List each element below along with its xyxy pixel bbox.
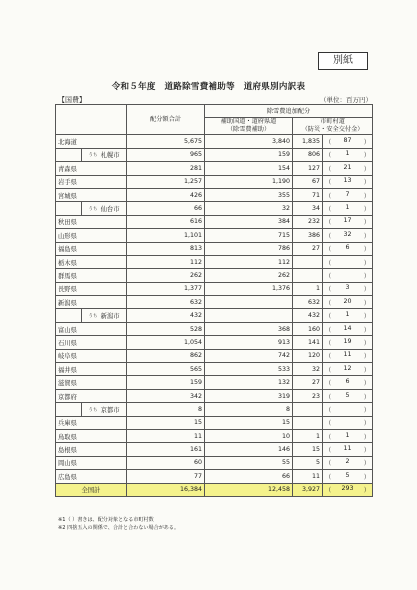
- municipality-count: （ 11 ）: [323, 443, 373, 456]
- town-amount: 127: [293, 162, 323, 175]
- footnotes: [58, 516, 179, 532]
- municipality-count: （ 20 ）: [323, 296, 373, 309]
- total-amount: 159: [127, 376, 205, 389]
- municipality-count: （ ）: [323, 269, 373, 282]
- category-label: 【国費】: [58, 96, 86, 104]
- municipality-count: （ ）: [323, 403, 373, 416]
- town-amount: 27: [293, 376, 323, 389]
- footnote-1: ※1（ ）書きは、配分対象となる市町村数: [58, 517, 154, 523]
- table-row: [56, 376, 373, 389]
- town-amount: [293, 416, 323, 429]
- hojo-amount: 715: [205, 229, 293, 242]
- total-amount: 66: [127, 202, 205, 215]
- total-amount: 281: [127, 162, 205, 175]
- table-row: [56, 229, 373, 242]
- attachment-badge: 別紙: [318, 52, 368, 70]
- town-amount: 32: [293, 363, 323, 376]
- town-amount: 23: [293, 389, 323, 402]
- table-row: [56, 363, 373, 376]
- hojo-amount: 913: [205, 336, 293, 349]
- town-amount: 806: [293, 148, 323, 161]
- table-row: [56, 309, 373, 322]
- prefecture-name: 山形県: [56, 229, 127, 242]
- hojo-amount: 3,840: [205, 135, 293, 148]
- table-row: [56, 403, 373, 416]
- town-amount: 1,835: [293, 135, 323, 148]
- hojo-amount: [205, 296, 293, 309]
- table-row: [56, 175, 373, 188]
- town-amount: 1: [293, 282, 323, 295]
- table-row: [56, 282, 373, 295]
- municipality-count: （ 21 ）: [323, 162, 373, 175]
- total-amount: 528: [127, 322, 205, 335]
- hojo-amount: 1,376: [205, 282, 293, 295]
- table-row: [56, 202, 373, 215]
- table-row: [56, 389, 373, 402]
- hojo-amount: 368: [205, 322, 293, 335]
- total-amount: 11: [127, 429, 205, 442]
- hojo-amount: 742: [205, 349, 293, 362]
- prefecture-name: 北海道: [56, 135, 127, 148]
- hojo-amount: 159: [205, 148, 293, 161]
- table-row: [56, 456, 373, 469]
- prefecture-name: 福井県: [56, 363, 127, 376]
- hojo-amount: [205, 309, 293, 322]
- total-amount: 616: [127, 215, 205, 228]
- total-amount: 15: [127, 416, 205, 429]
- municipality-count: （ 13 ）: [323, 175, 373, 188]
- prefecture-name: 秋田県: [56, 215, 127, 228]
- municipality-count: （ 1 ）: [323, 309, 373, 322]
- header-town: 市町村道 （防災・安全交付金）: [293, 118, 373, 135]
- total-amount: 77: [127, 470, 205, 483]
- town-amount: 27: [293, 242, 323, 255]
- municipality-count: （ 5 ）: [323, 470, 373, 483]
- total-amount: 862: [127, 349, 205, 362]
- municipality-count: （ 5 ）: [323, 389, 373, 402]
- prefecture-name: 岡山県: [56, 456, 127, 469]
- municipality-count: （ 17 ）: [323, 215, 373, 228]
- header-hojo: 補助国道・道府県道 （除雪費補助）: [205, 118, 293, 135]
- town-amount: 15: [293, 443, 323, 456]
- town-amount: [293, 255, 323, 268]
- town-amount: 3,927: [293, 483, 323, 496]
- total-amount: 965: [127, 148, 205, 161]
- municipality-count: （ 6 ）: [323, 242, 373, 255]
- prefecture-name: 岩手県: [56, 175, 127, 188]
- hojo-amount: 319: [205, 389, 293, 402]
- page-title: 令和５年度 道路除雪費補助等 道府県別内訳表: [111, 82, 306, 92]
- prefecture-name: 新潟県: [56, 296, 127, 309]
- town-amount: 1: [293, 429, 323, 442]
- prefecture-name: 群馬県: [56, 269, 127, 282]
- prefecture-name: 青森県: [56, 162, 127, 175]
- total-amount: 60: [127, 456, 205, 469]
- hojo-amount: 15: [205, 416, 293, 429]
- table-row: [56, 416, 373, 429]
- total-amount: 262: [127, 269, 205, 282]
- municipality-count: （ 1 ）: [323, 148, 373, 161]
- table-row: [56, 269, 373, 282]
- hojo-amount: 154: [205, 162, 293, 175]
- hojo-amount: 112: [205, 255, 293, 268]
- unit-label: （単位：百万円）: [320, 96, 372, 104]
- town-amount: 432: [293, 309, 323, 322]
- total-amount: 16,384: [127, 483, 205, 496]
- city-name: うち 仙台市: [82, 202, 127, 215]
- city-name: うち 京都市: [82, 403, 127, 416]
- hojo-amount: 12,458: [205, 483, 293, 496]
- prefecture-name: 滋賀県: [56, 376, 127, 389]
- municipality-count: （ 1 ）: [323, 202, 373, 215]
- total-label: 全国計: [56, 483, 127, 496]
- town-amount: [293, 403, 323, 416]
- municipality-count: （ 11 ）: [323, 349, 373, 362]
- municipality-count: （ 87 ）: [323, 135, 373, 148]
- municipality-count: （ 12 ）: [323, 363, 373, 376]
- header-group: 除雪費追加配分: [205, 105, 373, 118]
- hojo-amount: 55: [205, 456, 293, 469]
- hojo-amount: 10: [205, 429, 293, 442]
- total-amount: 1,101: [127, 229, 205, 242]
- allocation-table: [55, 104, 373, 497]
- table-row: [56, 215, 373, 228]
- town-amount: 67: [293, 175, 323, 188]
- hojo-amount: 132: [205, 376, 293, 389]
- total-amount: 426: [127, 188, 205, 201]
- municipality-count: （ 32 ）: [323, 229, 373, 242]
- hojo-amount: 8: [205, 403, 293, 416]
- hojo-amount: 384: [205, 215, 293, 228]
- total-amount: 161: [127, 443, 205, 456]
- table-row: [56, 322, 373, 335]
- prefecture-name: 福島県: [56, 242, 127, 255]
- table-row: [56, 429, 373, 442]
- hojo-amount: 533: [205, 363, 293, 376]
- municipality-count: （ 293 ）: [323, 483, 373, 496]
- town-amount: 11: [293, 470, 323, 483]
- town-amount: 160: [293, 322, 323, 335]
- town-amount: 5: [293, 456, 323, 469]
- table-row: [56, 162, 373, 175]
- town-amount: [293, 269, 323, 282]
- total-amount: 1,377: [127, 282, 205, 295]
- town-amount: 386: [293, 229, 323, 242]
- table-row: [56, 148, 373, 161]
- town-amount: 34: [293, 202, 323, 215]
- prefecture-name: 宮城県: [56, 188, 127, 201]
- hojo-amount: 1,190: [205, 175, 293, 188]
- municipality-count: （ 2 ）: [323, 456, 373, 469]
- prefecture-name: 鳥取県: [56, 429, 127, 442]
- table-row: [56, 242, 373, 255]
- hojo-amount: 786: [205, 242, 293, 255]
- total-amount: 632: [127, 296, 205, 309]
- municipality-count: （ ）: [323, 255, 373, 268]
- city-name: うち 新潟市: [82, 309, 127, 322]
- table-row: [56, 135, 373, 148]
- total-amount: 565: [127, 363, 205, 376]
- prefecture-name: 島根県: [56, 443, 127, 456]
- prefecture-name: 広島県: [56, 470, 127, 483]
- total-amount: 432: [127, 309, 205, 322]
- total-amount: 8: [127, 403, 205, 416]
- municipality-count: （ 14 ）: [323, 322, 373, 335]
- hojo-amount: 66: [205, 470, 293, 483]
- total-amount: 112: [127, 255, 205, 268]
- prefecture-name: 富山県: [56, 322, 127, 335]
- municipality-count: （ 19 ）: [323, 336, 373, 349]
- municipality-count: （ 7 ）: [323, 188, 373, 201]
- total-amount: 813: [127, 242, 205, 255]
- total-amount: 1,054: [127, 336, 205, 349]
- prefecture-name: 兵庫県: [56, 416, 127, 429]
- hojo-amount: 262: [205, 269, 293, 282]
- table-row: [56, 188, 373, 201]
- table-row: [56, 336, 373, 349]
- town-amount: 120: [293, 349, 323, 362]
- total-amount: 1,257: [127, 175, 205, 188]
- table-row: [56, 255, 373, 268]
- prefecture-name: 栃木県: [56, 255, 127, 268]
- footnote-2: ※2 四捨五入の関係で、合計と合わない場合がある。: [58, 525, 180, 531]
- hojo-amount: 146: [205, 443, 293, 456]
- header-total: 配分額合計: [127, 105, 205, 135]
- municipality-count: （ 1 ）: [323, 429, 373, 442]
- header-row-1: [56, 105, 373, 118]
- table-row: [56, 470, 373, 483]
- table-row: [56, 443, 373, 456]
- prefecture-name: 京都府: [56, 389, 127, 402]
- city-name: うち 札幌市: [82, 148, 127, 161]
- prefecture-name: 岐阜県: [56, 349, 127, 362]
- hojo-amount: 32: [205, 202, 293, 215]
- municipality-count: （ ）: [323, 416, 373, 429]
- total-amount: 342: [127, 389, 205, 402]
- total-amount: 5,675: [127, 135, 205, 148]
- town-amount: 232: [293, 215, 323, 228]
- prefecture-name: 石川県: [56, 336, 127, 349]
- municipality-count: （ 6 ）: [323, 376, 373, 389]
- table-row: [56, 349, 373, 362]
- table-row: [56, 296, 373, 309]
- hojo-amount: 355: [205, 188, 293, 201]
- town-amount: 141: [293, 336, 323, 349]
- town-amount: 71: [293, 188, 323, 201]
- total-row: [56, 483, 373, 496]
- town-amount: 632: [293, 296, 323, 309]
- municipality-count: （ 3 ）: [323, 282, 373, 295]
- prefecture-name: 長野県: [56, 282, 127, 295]
